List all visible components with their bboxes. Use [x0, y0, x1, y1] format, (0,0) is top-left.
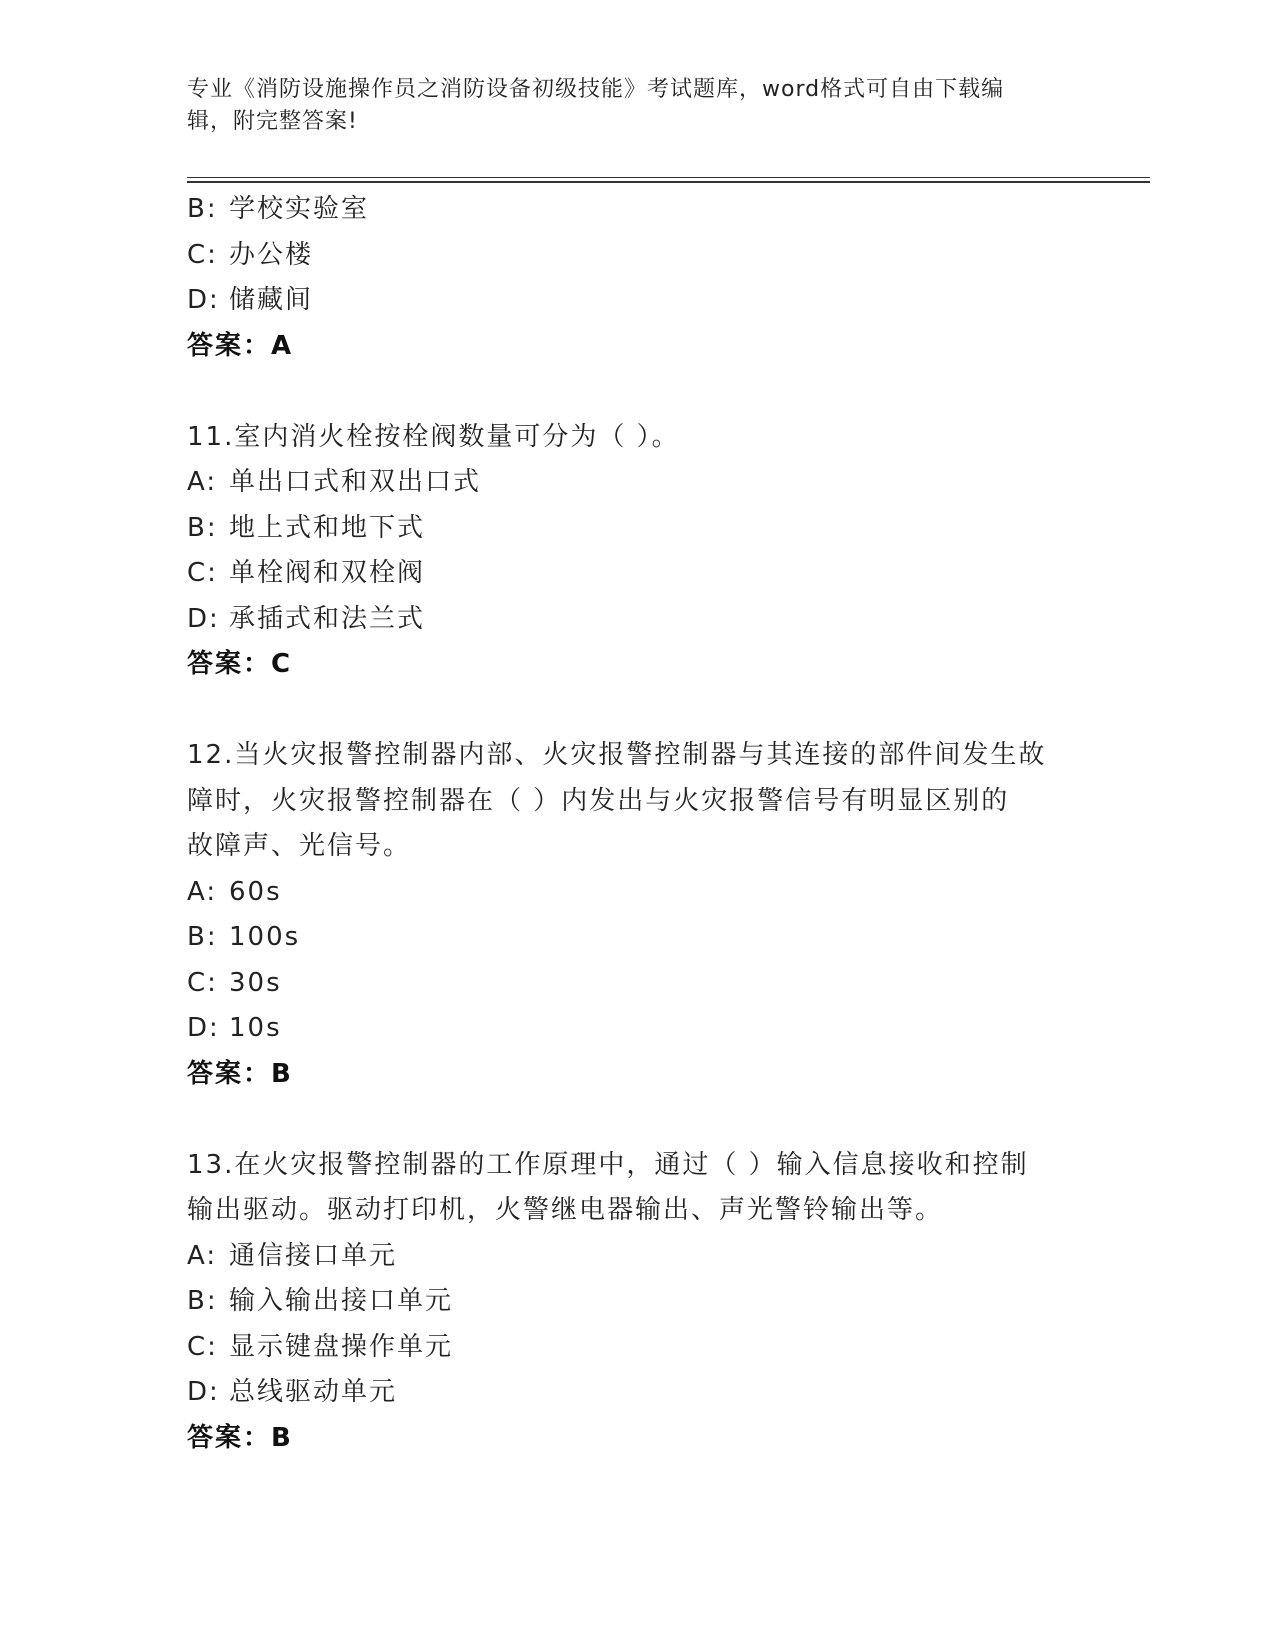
option-c	[187, 233, 1087, 279]
answer-label: 答案：	[187, 330, 272, 361]
option-letter: B:	[187, 194, 218, 224]
option-a	[187, 460, 1087, 506]
header-line-1: 专业《消防设施操作员之消防设备初级技能》考试题库，word格式可自由下载编	[187, 77, 1005, 102]
option-d	[187, 1006, 1087, 1052]
option-text: 单栓阀和双栓阀	[229, 558, 426, 588]
option-letter: A:	[187, 876, 218, 907]
header-divider-top	[187, 177, 1150, 178]
option-text: 10s	[229, 1013, 282, 1043]
answer-value: A	[271, 330, 292, 361]
answer-value: B	[271, 1422, 291, 1453]
option-letter: D:	[187, 603, 220, 634]
answer-label: 答案：	[187, 649, 272, 679]
option-text: 输入输出接口单元	[229, 1286, 454, 1316]
answer-line	[187, 324, 1087, 370]
option-d	[187, 1370, 1087, 1416]
option-letter: C:	[187, 967, 218, 998]
option-text: 单出口式和双出口式	[229, 467, 482, 497]
option-letter: D:	[187, 285, 220, 315]
option-text: 显示键盘操作单元	[229, 1331, 454, 1362]
spacer	[187, 1097, 1087, 1143]
spacer	[187, 369, 1087, 415]
option-c	[187, 961, 1087, 1007]
question-text: 11.室内消火栓按栓阀数量可分为（ ）。	[187, 421, 680, 452]
option-text: 100s	[229, 922, 301, 952]
option-letter: C:	[187, 1331, 218, 1362]
option-d	[187, 597, 1087, 643]
question-text: 障时，火灾报警控制器在（ ）内发出与火灾报警信号有明显区别的	[187, 785, 1010, 816]
option-text: 总线驱动单元	[229, 1377, 398, 1407]
header-line-2: 辑，附完整答案!	[187, 109, 358, 134]
option-a	[187, 1234, 1087, 1280]
question-list	[187, 187, 1087, 1461]
option-letter: B:	[187, 1286, 218, 1316]
answer-label: 答案：	[187, 1422, 272, 1453]
option-text: 30s	[229, 967, 282, 998]
option-text: 地上式和地下式	[229, 512, 426, 543]
option-text: 承插式和法兰式	[229, 603, 426, 634]
question-text: 输出驱动。驱动打印机，火警继电器输出、声光警铃输出等。	[187, 1195, 944, 1225]
option-letter: C:	[187, 239, 218, 270]
option-letter: A:	[187, 1240, 218, 1271]
option-c	[187, 551, 1087, 597]
option-c	[187, 1325, 1087, 1371]
question-12	[187, 733, 1087, 1097]
option-letter: B:	[187, 512, 218, 543]
question-text: 12.当火灾报警控制器内部、火灾报警控制器与其连接的部件间发生故	[187, 740, 1047, 770]
question-13	[187, 1143, 1087, 1462]
answer-line	[187, 1052, 1087, 1098]
option-b	[187, 506, 1087, 552]
option-b	[187, 187, 1087, 233]
prev-question-block	[187, 187, 1087, 369]
option-text: 60s	[229, 876, 282, 907]
option-a	[187, 870, 1087, 916]
answer-line	[187, 1416, 1087, 1462]
option-letter: D:	[187, 1013, 220, 1043]
option-text: 学校实验室	[229, 194, 370, 224]
option-text: 办公楼	[229, 239, 314, 270]
option-b	[187, 1279, 1087, 1325]
answer-label: 答案：	[187, 1058, 272, 1089]
option-letter: D:	[187, 1377, 220, 1407]
option-letter: A:	[187, 467, 218, 497]
question-text: 13.在火灾报警控制器的工作原理中，通过（ ）输入信息接收和控制	[187, 1149, 1029, 1180]
answer-value: B	[271, 1058, 291, 1089]
option-text: 储藏间	[229, 285, 314, 315]
answer-line	[187, 642, 1087, 688]
option-text: 通信接口单元	[229, 1240, 398, 1271]
option-d	[187, 278, 1087, 324]
option-letter: C:	[187, 558, 218, 588]
question-text: 故障声、光信号。	[187, 831, 412, 861]
option-letter: B:	[187, 922, 218, 952]
option-b	[187, 915, 1087, 961]
spacer	[187, 688, 1087, 734]
header-divider-bottom	[187, 181, 1150, 183]
document-header	[187, 74, 1067, 138]
answer-value: C	[271, 649, 291, 679]
question-11	[187, 415, 1087, 688]
